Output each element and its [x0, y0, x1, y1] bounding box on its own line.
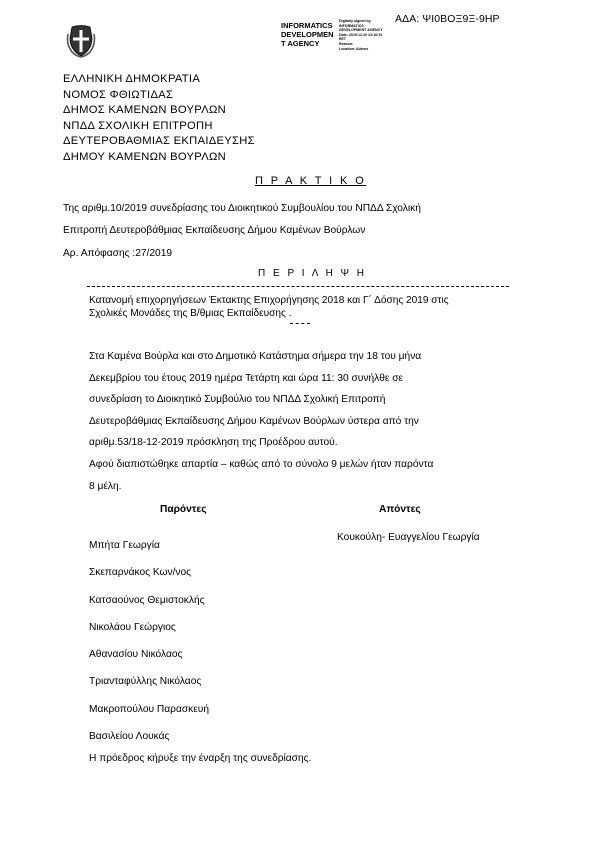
absent-heading: Απόντες	[379, 504, 421, 515]
present-member: Αθανασίου Νικόλαος	[89, 649, 183, 661]
issuer-line: ΔΗΜΟΥ ΚΑΜΕΝΩΝ ΒΟΥΡΛΩΝ	[63, 150, 227, 163]
paragraph-line: Αφού διαπιστώθηκε απαρτία – καθώς από το σύνολο 9 μελών ήταν παρόντα	[89, 458, 434, 470]
summary-line: Κατανομή επιχορηγήσεων Έκτακτης Επιχορήγησης 2018 και Γ΄ Δόσης 2019 στις	[89, 295, 449, 306]
present-member: Μπήτα Γεωργία	[89, 540, 160, 551]
present-member: Νικολάου Γεώργιος	[89, 621, 176, 633]
present-member: Κατσαούνος Θεμιστοκλής	[89, 594, 205, 606]
signature-line: Digitally signed by	[339, 19, 371, 23]
ada-code: ΑΔΑ: ΨΙ0ΒΟΞ9Ξ-9ΗΡ	[395, 13, 500, 25]
agency-name-line: INFORMATICS	[281, 21, 333, 30]
absent-member: Κουκούλη- Ευαγγελίου Γεωργία	[337, 532, 480, 543]
signature-line: Reason:	[339, 41, 354, 46]
summary-text	[89, 294, 449, 320]
signature-line: Location: Athens	[339, 46, 369, 51]
digital-signature-details	[339, 19, 383, 51]
issuer-line: ΔΕΥΤΕΡΟΒΑΘΜΙΑΣ ΕΚΠΑΙΔΕΥΣΗΣ	[63, 135, 255, 148]
paragraph-line: αριθμ.53/18-12-2019 πρόσκληση της Προέδρου αυτού.	[89, 437, 338, 449]
paragraph-line: Δεκεμβρίου του έτους 2019 ημέρα Τετάρτη και ώρα 11: 30 συνήλθε σε	[89, 372, 404, 384]
signature-line: INFORMATICS	[339, 23, 364, 28]
summary-heading: Π Ε Ρ Ι Λ Η Ψ Η	[258, 268, 367, 279]
present-member: Βασιλείου Λουκάς	[89, 731, 170, 743]
decision-number: Αρ. Απόφασης :27/2019	[63, 248, 173, 259]
body-paragraph	[89, 346, 433, 497]
signing-agency-name	[281, 21, 334, 48]
agency-name-line: DEVELOPMEN	[281, 30, 334, 39]
issuer-line: ΝΠΔΔ ΣΧΟΛΙΚΗ ΕΠΙΤΡΟΠΗ	[63, 119, 213, 132]
closing-line: Η πρόεδρος κήρυξε την έναρξη της συνεδρίασης.	[89, 753, 312, 764]
paragraph-line: συνεδρίαση το Διοικητικό Συμβούλιο του ΝΠΔΔ Σχολική Επιτροπή	[89, 394, 386, 406]
paragraph-line: 8 μέλη.	[89, 480, 122, 492]
greek-coat-of-arms-icon	[66, 24, 96, 58]
paragraph-line: Στα Καμένα Βούρλα και στο Δημοτικό Κατάστημα σήμερα την 18 του μήνα	[89, 351, 422, 362]
present-member: Τριανταφύλλης Νικόλαος	[89, 676, 202, 688]
present-member: Μακροπούλου Παρασκευή	[89, 703, 210, 715]
summary-line: Σχολικές Μονάδες της Β/θμιας Εκπαίδευσης .	[89, 308, 292, 319]
issuer-line: ΝΟΜΟΣ ΦΘΙΩΤΙΔΑΣ	[63, 88, 174, 101]
intro-line: Της αριθμ.10/2019 συνεδρίασης του Διοικητικού Συμβουλίου του ΝΠΔΔ Σχολική	[63, 203, 421, 214]
signature-line: EET	[339, 37, 346, 42]
issuer-line: ΔΗΜΟΣ ΚΑΜΕΝΩΝ ΒΟΥΡΛΩΝ	[63, 104, 227, 117]
paragraph-line: Δευτεροβάθμιας Εκπαίδευσης Δήμου Καμένων Βούρλων ύστερα από την	[89, 415, 419, 427]
divider	[290, 323, 310, 324]
present-member: Σκεπαρνάκος Κων/νος	[89, 567, 192, 579]
agency-name-line: T AGENCY	[281, 39, 320, 48]
divider	[87, 286, 509, 287]
signature-line: DEVELOPMENT AGENCY	[339, 28, 383, 33]
issuer-block	[63, 72, 255, 166]
issuer-line: ΕΛΛΗΝΙΚΗ ΔΗΜΟΚΡΑΤΙΑ	[63, 73, 201, 85]
signature-line: Date: 2019.12.20 13:16:51	[339, 32, 383, 37]
intro-line: Επιτροπή Δευτεροβάθμιας Εκπαίδευσης Δήμου Καμένων Βούρλων	[63, 225, 366, 236]
document-title: Π Ρ Α Κ Τ Ι Κ Ο	[255, 175, 367, 187]
present-heading: Παρόντες	[160, 504, 207, 515]
present-members-list	[89, 532, 209, 750]
